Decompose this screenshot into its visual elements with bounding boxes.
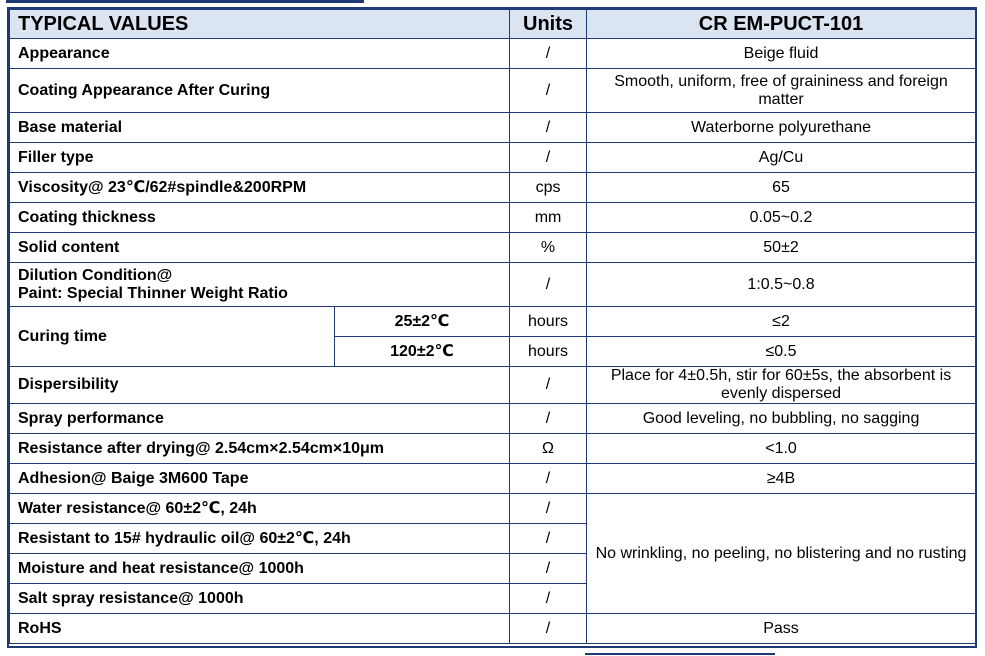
property-label: Curing time [10,307,335,367]
unit-cell: / [510,69,587,113]
header-property: TYPICAL VALUES [10,10,510,39]
header-product: CR EM-PUCT-101 [587,10,976,39]
unit-cell: / [510,494,587,524]
value-cell: 65 [587,173,976,203]
unit-cell: / [510,614,587,644]
table-row [10,494,976,524]
value-cell: Ag/Cu [587,143,976,173]
table-row [10,464,976,494]
property-label: Base material [10,113,510,143]
value-cell: 0.05~0.2 [587,203,976,233]
unit-cell: / [510,464,587,494]
property-label: Resistant to 15# hydraulic oil@ 60±2℃, 24h [10,524,510,554]
table-row [10,173,976,203]
property-label [10,263,510,307]
property-label: Coating thickness [10,203,510,233]
table-row [10,69,976,113]
unit-cell: hours [510,307,587,337]
property-label: RoHS [10,614,510,644]
bottom-rule [585,653,775,655]
unit-cell: / [510,584,587,614]
value-cell: ≤0.5 [587,337,976,367]
value-cell: ≤2 [587,307,976,337]
unit-cell: / [510,367,587,404]
value-cell: 50±2 [587,233,976,263]
value-cell: Beige fluid [587,39,976,69]
sub-condition: 120±2℃ [335,337,510,367]
property-label-line-1: Dilution Condition@ [18,266,173,284]
unit-cell: / [510,39,587,69]
sub-condition: 25±2℃ [335,307,510,337]
table-row [10,113,976,143]
property-label: Viscosity@ 23℃/62#spindle&200RPM [10,173,510,203]
table-row [10,263,976,307]
unit-cell: Ω [510,434,587,464]
property-label-line-2: Paint: Special Thinner Weight Ratio [18,284,288,302]
unit-cell: % [510,233,587,263]
property-label: Resistance after drying@ 2.54cm×2.54cm×10μm [10,434,510,464]
unit-cell: cps [510,173,587,203]
value-cell: <1.0 [587,434,976,464]
table-row [10,404,976,434]
unit-cell: / [510,263,587,307]
property-label: Spray performance [10,404,510,434]
property-label: Moisture and heat resistance@ 1000h [10,554,510,584]
unit-cell: hours [510,337,587,367]
resistance-group-value: No wrinkling, no peeling, no blistering and no rusting [587,494,976,614]
table-header-row [10,10,976,39]
value-cell: Waterborne polyurethane [587,113,976,143]
value-cell: Smooth, uniform, free of graininess and foreign matter [587,69,976,113]
property-label: Adhesion@ Baige 3M600 Tape [10,464,510,494]
table-row [10,39,976,69]
table-row [10,233,976,263]
unit-cell: / [510,404,587,434]
table-row [10,143,976,173]
table-row [10,367,976,404]
typical-values-table [9,9,976,644]
property-label: Dispersibility [10,367,510,404]
property-label: Salt spray resistance@ 1000h [10,584,510,614]
unit-cell: / [510,554,587,584]
value-cell: ≥4B [587,464,976,494]
value-cell: 1:0.5~0.8 [587,263,976,307]
table-row [10,203,976,233]
value-cell: Place for 4±0.5h, stir for 60±5s, the absorbent is evenly dispersed [587,367,976,404]
property-label: Filler type [10,143,510,173]
table-row [10,434,976,464]
top-rule [6,0,364,3]
value-cell: Good leveling, no bubbling, no sagging [587,404,976,434]
table-row [10,307,976,337]
unit-cell: / [510,524,587,554]
unit-cell: / [510,113,587,143]
table-row [10,614,976,644]
value-cell: Pass [587,614,976,644]
header-units: Units [510,10,587,39]
property-label: Solid content [10,233,510,263]
property-label: Water resistance@ 60±2℃, 24h [10,494,510,524]
property-label: Appearance [10,39,510,69]
property-label: Coating Appearance After Curing [10,69,510,113]
unit-cell: / [510,143,587,173]
unit-cell: mm [510,203,587,233]
